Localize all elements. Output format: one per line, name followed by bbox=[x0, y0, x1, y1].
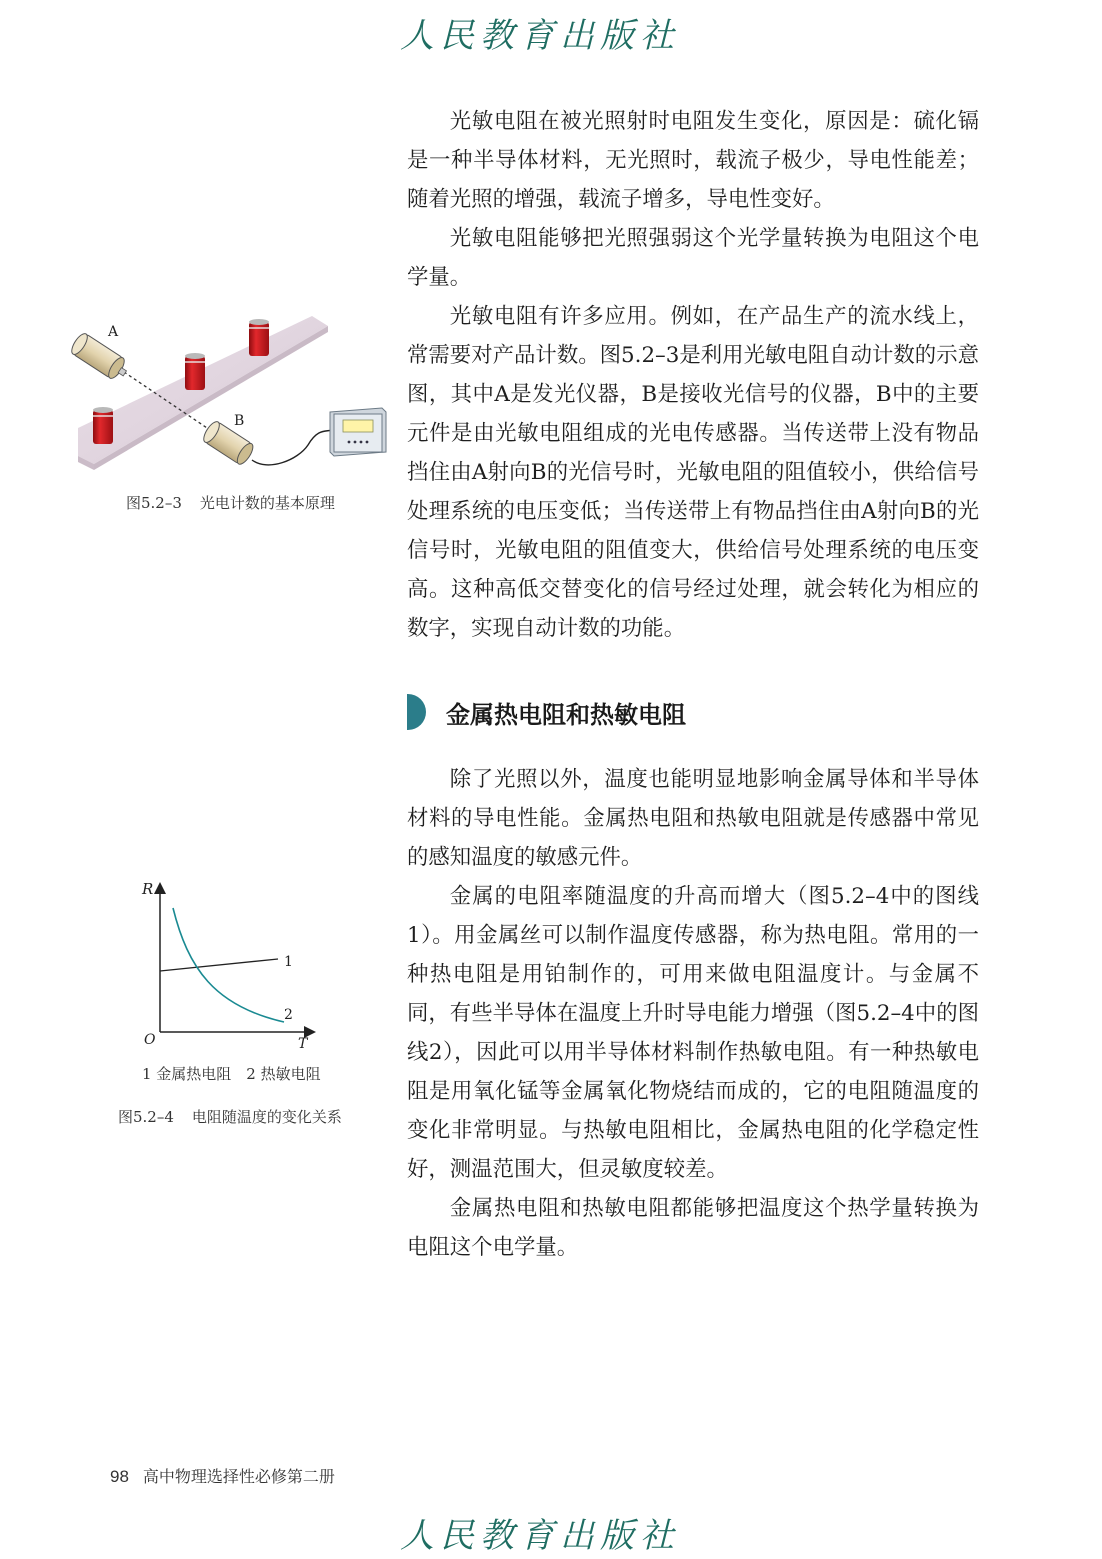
figure-legend: 1 金属热电阻 2 热敏电阻 bbox=[142, 1065, 321, 1083]
publisher-logo-top: 人民教育出版社 bbox=[400, 16, 680, 56]
figure-resistance-temperature-graph bbox=[136, 876, 316, 1048]
label-b: B bbox=[234, 413, 245, 429]
curve-1-label: 1 bbox=[284, 954, 293, 970]
book-title: 高中物理选择性必修第二册 bbox=[142, 1467, 335, 1486]
body-text-top bbox=[407, 102, 979, 648]
x-axis-label: T bbox=[298, 1036, 308, 1048]
signal-cable bbox=[252, 430, 332, 465]
emitter-a bbox=[69, 331, 132, 383]
paragraph: 光敏电阻有许多应用。例如，在产品生产的流水线上，常需要对产品计数。图5.2–3是利用光敏电阻自动计数的示意图，其中A是发光仪器，B是接收光信号的仪器，B中的主要元件是由光敏电阻组成的光电传感器。当传送带上没有物品挡住由A射向B的光信号时，光敏电阻的阻值较小，供给信号处理系统的电压变低；当传送带上有物品挡住由A射向B的光信号时，光敏电阻的阻值变大，供给信号处理系统的电压变高。这种高低交替变化的信号经过处理，就会转化为相应的数字，实现自动计数的功能。 bbox=[407, 304, 979, 641]
y-axis-label: R bbox=[142, 880, 154, 898]
publisher-logo-bottom: 人民教育出版社 bbox=[400, 1516, 680, 1556]
can bbox=[93, 407, 113, 444]
caption-number: 图5.2–3 bbox=[126, 494, 182, 512]
caption-text: 光电计数的基本原理 bbox=[199, 494, 335, 512]
paragraph: 金属的电阻率随温度的升高而增大（图5.2–4中的图线1）。用金属丝可以制作温度传感器，称为热电阻。常用的一种热电阻是用铂制作的，可用来做电阻温度计。与金属不同，有些半导体在温度上升时导电能力增强（图5.2–4中的图线2），因此可以用半导体材料制作热敏电阻。有一种热敏电阻是用氧化锰等金属氧化物烧结而成的，它的电阻随温度的变化非常明显。与热敏电阻相比，金属热电阻的化学稳定性好，测温范围大，但灵敏度较差。 bbox=[407, 884, 979, 1182]
curve-1-metal bbox=[160, 959, 278, 971]
figure-caption bbox=[118, 1106, 342, 1127]
figure-caption bbox=[126, 492, 335, 513]
caption-text: 电阻随温度的变化关系 bbox=[191, 1108, 342, 1126]
paragraph: 光敏电阻能够把光照强弱这个光学量转换为电阻这个电学量。 bbox=[407, 226, 979, 290]
receiver-b bbox=[201, 419, 256, 466]
page-footer bbox=[110, 1464, 335, 1487]
figure-photoelectric-counter bbox=[68, 310, 398, 480]
curve-2-label: 2 bbox=[284, 1007, 293, 1023]
caption-number: 图5.2–4 bbox=[118, 1108, 174, 1126]
paragraph: 光敏电阻在被光照射时电阻发生变化，原因是：硫化镉是一种半导体材料，无光照时，载流子极少，导电性能差；随着光照的增强，载流子增多，导电性变好。 bbox=[407, 109, 979, 212]
body-text-bottom bbox=[407, 760, 979, 1267]
heading-marker bbox=[407, 694, 426, 730]
origin-label: O bbox=[144, 1032, 156, 1048]
section-heading bbox=[407, 692, 686, 732]
page-number: 98 bbox=[110, 1467, 129, 1486]
curve-2-thermistor bbox=[173, 908, 284, 1022]
counter-device bbox=[330, 408, 386, 456]
paragraph: 除了光照以外，温度也能明显地影响金属导体和半导体材料的导电性能。金属热电阻和热敏电阻就是传感器中常见的感知温度的敏感元件。 bbox=[407, 767, 979, 870]
label-a: A bbox=[108, 324, 119, 340]
can bbox=[185, 353, 205, 390]
paragraph: 金属热电阻和热敏电阻都能够把温度这个热学量转换为电阻这个电学量。 bbox=[407, 1196, 979, 1260]
heading-title: 金属热电阻和热敏电阻 bbox=[446, 700, 686, 729]
can bbox=[249, 319, 269, 356]
